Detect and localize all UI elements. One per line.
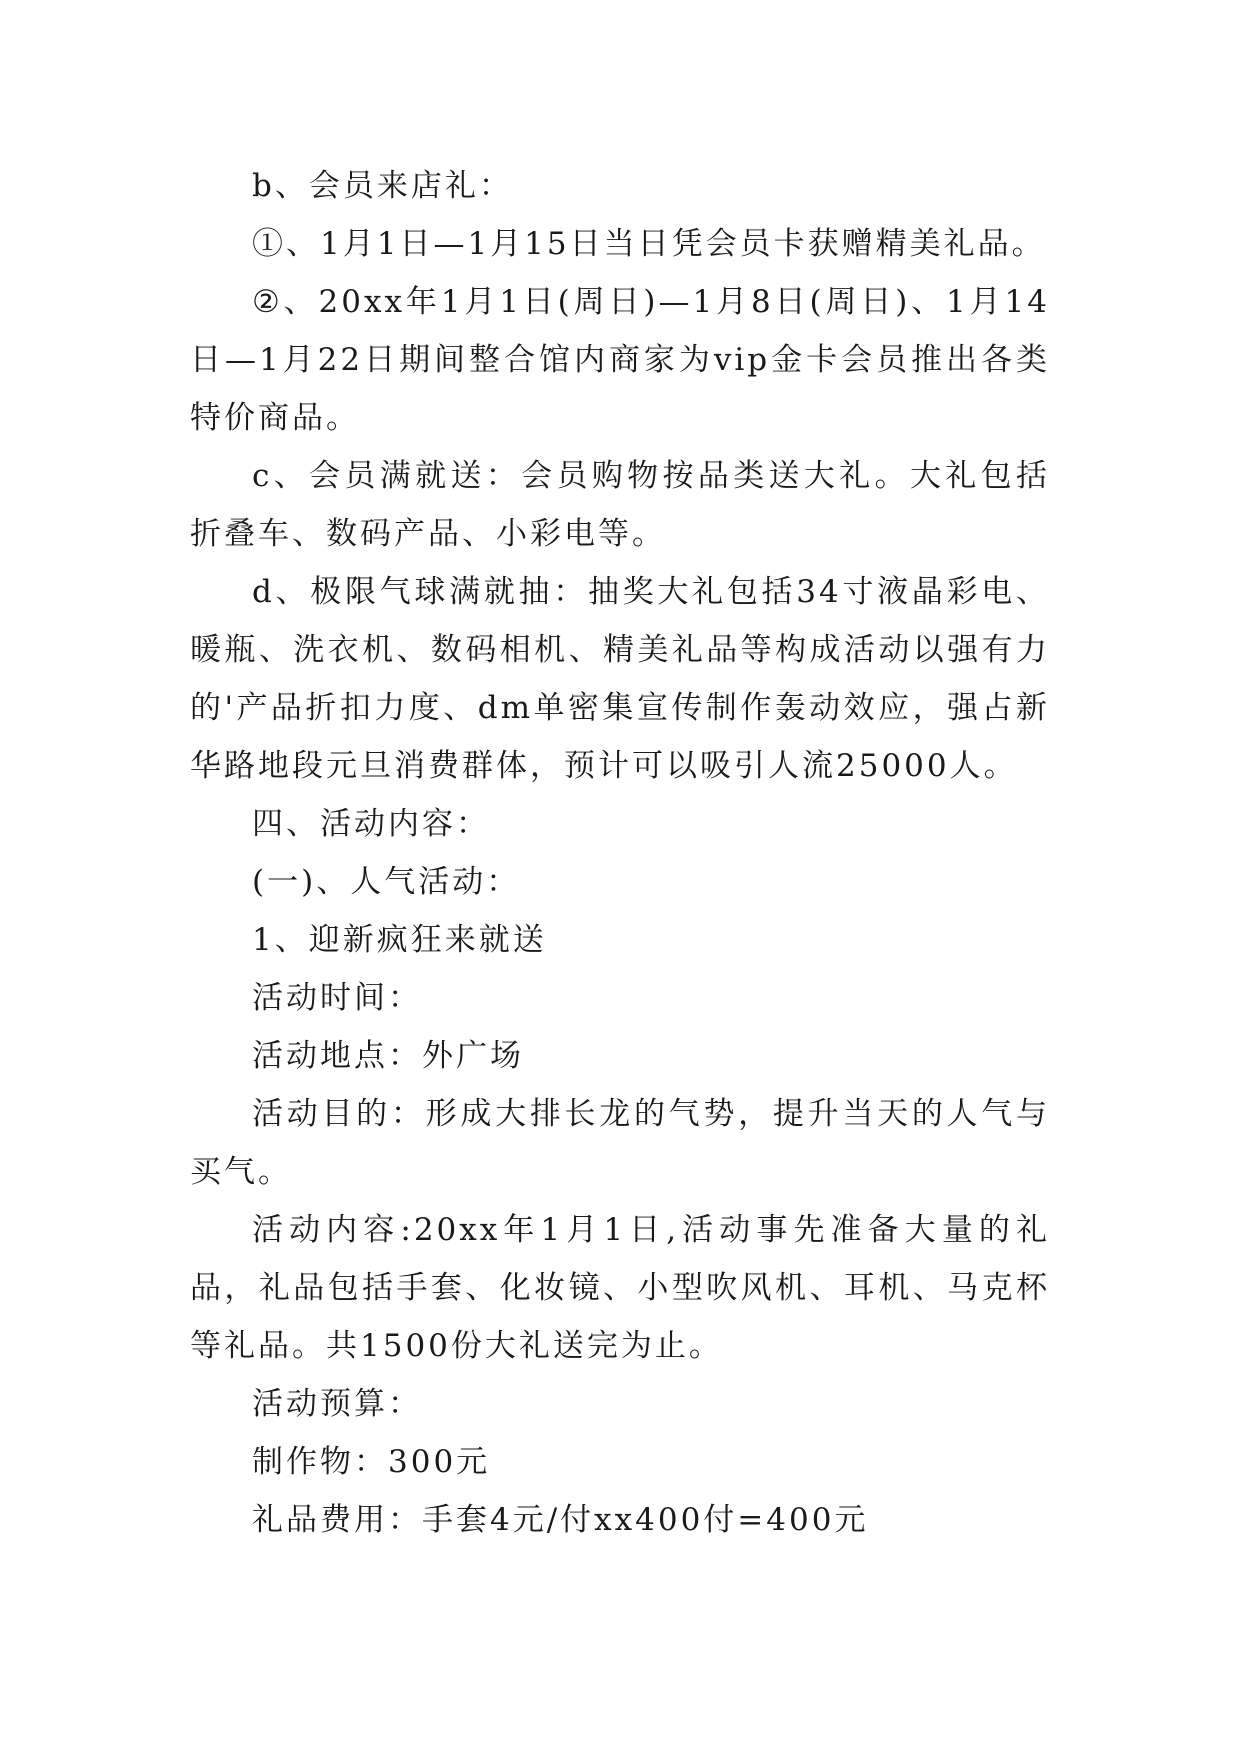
activity-purpose: 活动目的：形成大排长龙的气势，提升当天的人气与买气。 [190,1096,1050,1190]
paragraph-gift-item-1: ①、1月1日—1月15日当日凭会员卡获赠精美礼品。 [252,226,1046,262]
budget-gift-cost: 礼品费用：手套4元/付xx400付=400元 [252,1502,869,1538]
activity-details: 活动内容:20xx年1月1日,活动事先准备大量的礼品，礼品包括手套、化妆镜、小型吹风机、耳机、马克杯等礼品。共1500份大礼送完为止。 [190,1212,1050,1364]
activity-budget: 活动预算： [252,1386,422,1422]
document-body [190,157,1050,1549]
activity-title: 1、迎新疯狂来就送 [252,922,547,958]
activity-location: 活动地点：外广场 [252,1038,524,1074]
budget-materials: 制作物：300元 [252,1444,491,1480]
section-heading-activity-content: 四、活动内容： [252,806,490,842]
paragraph-balloon-lottery: d、极限气球满就抽：抽奖大礼包括34寸液晶彩电、暖瓶、洗衣机、数码相机、精美礼品等构成活动以强有力的'产品折扣力度、dm单密集宣传制作轰动效应，强占新华路地段元旦消费群体，预计可以吸引人流25000人。 [190,574,1050,784]
subsection-heading-popularity: (一)、人气活动： [252,864,521,900]
paragraph-gift-item-2: ②、20xx年1月1日(周日)—1月8日(周日)、1月14日—1月22日期间整合馆内商家为vip金卡会员推出各类特价商品。 [190,284,1050,436]
paragraph-member-spend-gift: c、会员满就送：会员购物按品类送大礼。大礼包括折叠车、数码产品、小彩电等。 [190,458,1050,552]
paragraph-member-visit-gift: b、会员来店礼： [252,168,513,204]
activity-time: 活动时间： [252,980,422,1016]
